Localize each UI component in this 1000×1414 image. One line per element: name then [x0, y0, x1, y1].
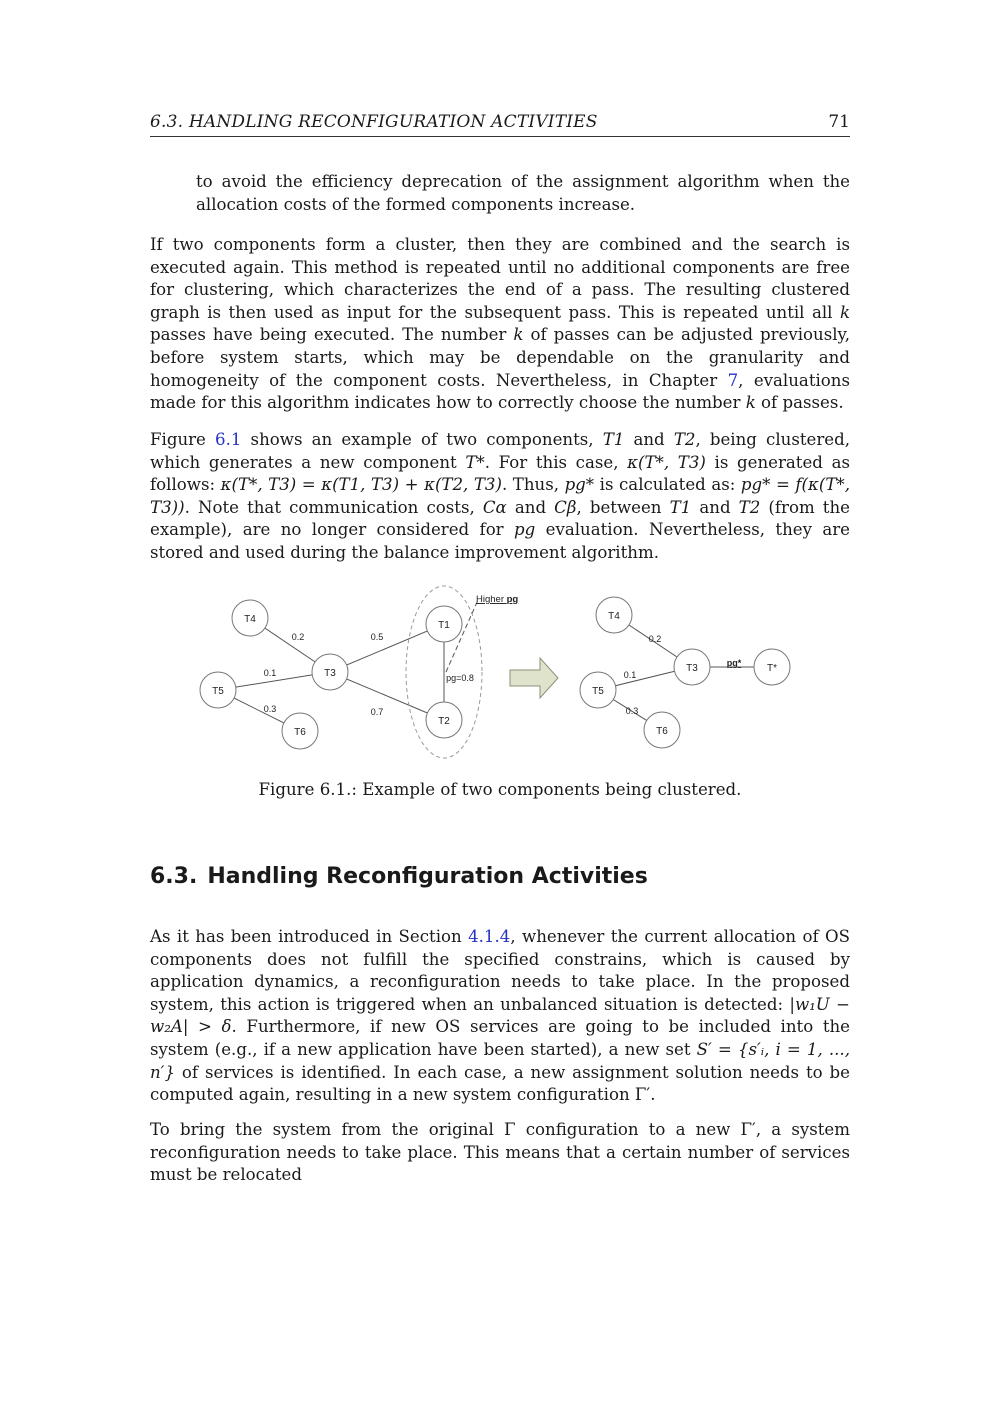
figure-link[interactable]: 6.1 [215, 430, 242, 449]
node-label: T4 [244, 614, 256, 625]
node-label: T4 [608, 611, 620, 622]
edge-label: 0.2 [291, 632, 305, 642]
paragraph-1: If two components form a cluster, then they are combined and the search is executed again. This method is repeated until no additional components are free for clustering, which characterizes the end of a pass. The resulting clustered graph is then used as input for the subsequent pass. This is repeated until all k passes have being executed. The number k of passes can be adjusted previously, before system starts, which may be dependable on the granularity and homogeneity of the component costs. Nevertheless, in Chapter 7, evaluations made for this algorithm indicates how to correctly choose the number k of passes. [150, 235, 850, 413]
node-label: T1 [438, 620, 450, 631]
node-label: T6 [294, 727, 306, 738]
page-number: 71 [828, 112, 850, 132]
higher-pg-label: Higher pg [476, 594, 519, 605]
edge-label: 0.5 [370, 632, 384, 642]
figure-caption: Figure 6.1.: Example of two components being clustered. [258, 780, 742, 799]
edge-label: 0.2 [648, 634, 662, 644]
edge-label: 0.3 [625, 706, 639, 716]
pgstar-label: pg* [726, 658, 742, 668]
running-header [150, 110, 850, 137]
node-label: T5 [592, 686, 604, 697]
node-label: T3 [324, 668, 336, 679]
paragraph-4: To bring the system from the original Γ configuration to a new Γ′, a system reconfiguration needs to take place. This means that a certain number of services must be relocated [150, 1120, 850, 1185]
edge-label: 0.1 [623, 670, 637, 680]
transition-arrow [510, 658, 558, 698]
edge-label: 0.3 [263, 704, 277, 714]
pg-label: pg=0.8 [446, 673, 474, 683]
paragraph-2: Figure 6.1 shows an example of two components, T1 and T2, being clustered, which generates a new component T*. For this case, κ(T*, T3) is generated as follows: κ(T*, T3) = κ(T1, T3) + κ(T2, T3). Thus, pg* is calculated as: pg* = f(κ(T*, T3)). Note that communication costs, Cα and Cβ, between T1 and T2 (from the example), are no longer considered for pg evaluation. Nevertheless, they are stored and used during the balance improvement algorithm. [150, 430, 851, 562]
section-heading [150, 864, 658, 889]
node-label: T6 [656, 726, 668, 737]
section-link[interactable]: 4.1.4 [468, 927, 511, 946]
node-label: T* [767, 663, 777, 674]
node-label: T2 [438, 716, 450, 727]
section-title: Handling Reconfiguration Activities [207, 864, 648, 889]
node-label: T3 [686, 663, 698, 674]
section-number: 6.3. [150, 864, 198, 889]
edge-t3-t1 [330, 624, 444, 672]
figure-clustering-diagram [190, 580, 810, 765]
chapter-link[interactable]: 7 [727, 370, 739, 390]
edge-label: 0.7 [370, 707, 384, 717]
paragraph-3: As it has been introduced in Section 4.1.4, whenever the current allocation of OS components does not fulfill the specified constrains, which is caused by application dynamics, a reconfiguration needs to take place. In the proposed system, this action is triggered when an unbalanced situation is detected: |w₁U − w₂A| > δ. Furthermore, if new OS services are going to be included into the system (e.g., if a new application have been started), a new set S′ = {s′ᵢ, i = 1, ..., n′} of services is identified. In each case, a new assignment solution needs to be computed again, resulting in a new system configuration Γ′. [150, 927, 850, 1105]
edge-label: 0.1 [263, 668, 277, 678]
node-label: T5 [212, 686, 224, 697]
header-section-title: 6.3. HANDLING RECONFIGURATION ACTIVITIES [150, 112, 598, 132]
edge-t3-t2 [330, 672, 444, 720]
block-quote: to avoid the efficiency deprecation of the assignment algorithm when the allocation costs of the formed components increase. [196, 172, 850, 214]
